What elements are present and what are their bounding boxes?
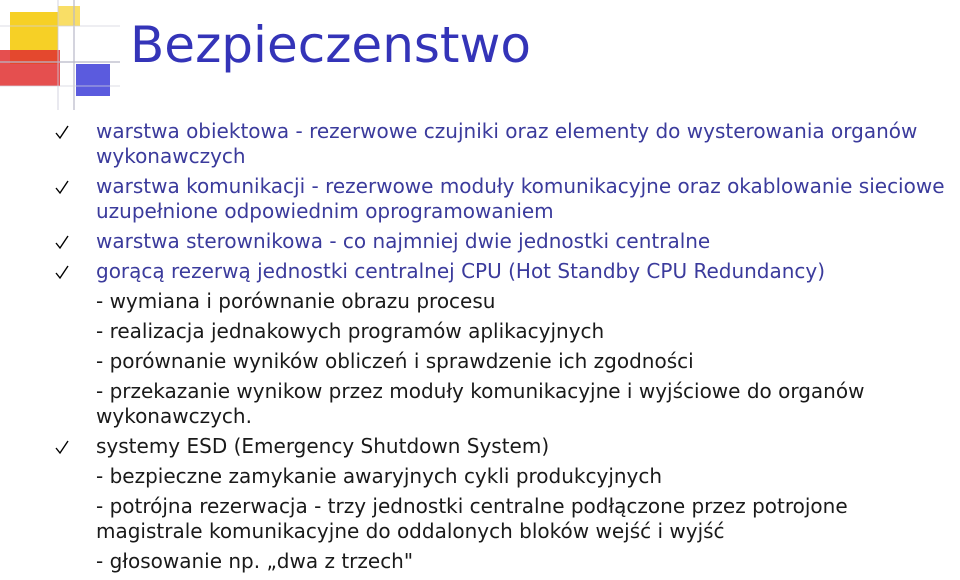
sub-item: - wymiana i porównanie obrazu procesu xyxy=(96,289,496,313)
slide-logo xyxy=(0,0,120,110)
sub-item: - bezpieczne zamykanie awaryjnych cykli produkcyjnych xyxy=(96,464,663,488)
bullet-item xyxy=(50,259,955,284)
bullet-text: systemy ESD (Emergency Shutdown System) xyxy=(96,434,550,458)
check-icon xyxy=(54,119,70,144)
slide-title: Bezpieczenstwo xyxy=(130,16,532,74)
sub-item: - przekazanie wynikow przez moduły komunikacyjne i wyjściowe do organów wykonawczych. xyxy=(96,379,865,428)
sub-item: - realizacja jednakowych programów aplikacyjnych xyxy=(96,319,605,343)
sub-item: - porównanie wyników obliczeń i sprawdzenie ich zgodności xyxy=(96,349,694,373)
sub-item: - potrójna rezerwacja - trzy jednostki centralne podłączone przez potrojone magistrale komunikacyjne do oddalonych bloków wejść i wyjść xyxy=(96,494,848,543)
check-icon xyxy=(54,229,70,254)
check-icon xyxy=(54,434,70,459)
bullet-item xyxy=(50,174,955,224)
bullet-text: warstwa sterownikowa - co najmniej dwie jednostki centralne xyxy=(96,229,711,253)
bullet-text: warstwa komunikacji - rezerwowe moduły komunikacyjne oraz okablowanie sieciowe uzupełnione odpowiednim oprogramowaniem xyxy=(96,174,945,223)
bullet-list xyxy=(50,119,955,574)
bullet-item xyxy=(50,229,955,254)
bullet-item xyxy=(50,434,955,459)
bullet-item xyxy=(50,119,955,169)
check-icon xyxy=(54,259,70,284)
check-icon xyxy=(54,174,70,199)
bullet-text: gorącą rezerwą jednostki centralnej CPU (Hot Standby CPU Redundancy) xyxy=(96,259,826,283)
sub-item: - głosowanie np. „dwa z trzech" xyxy=(96,549,414,573)
bullet-text: warstwa obiektowa - rezerwowe czujniki oraz elementy do wysterowania organów wykonawczych xyxy=(96,119,918,168)
